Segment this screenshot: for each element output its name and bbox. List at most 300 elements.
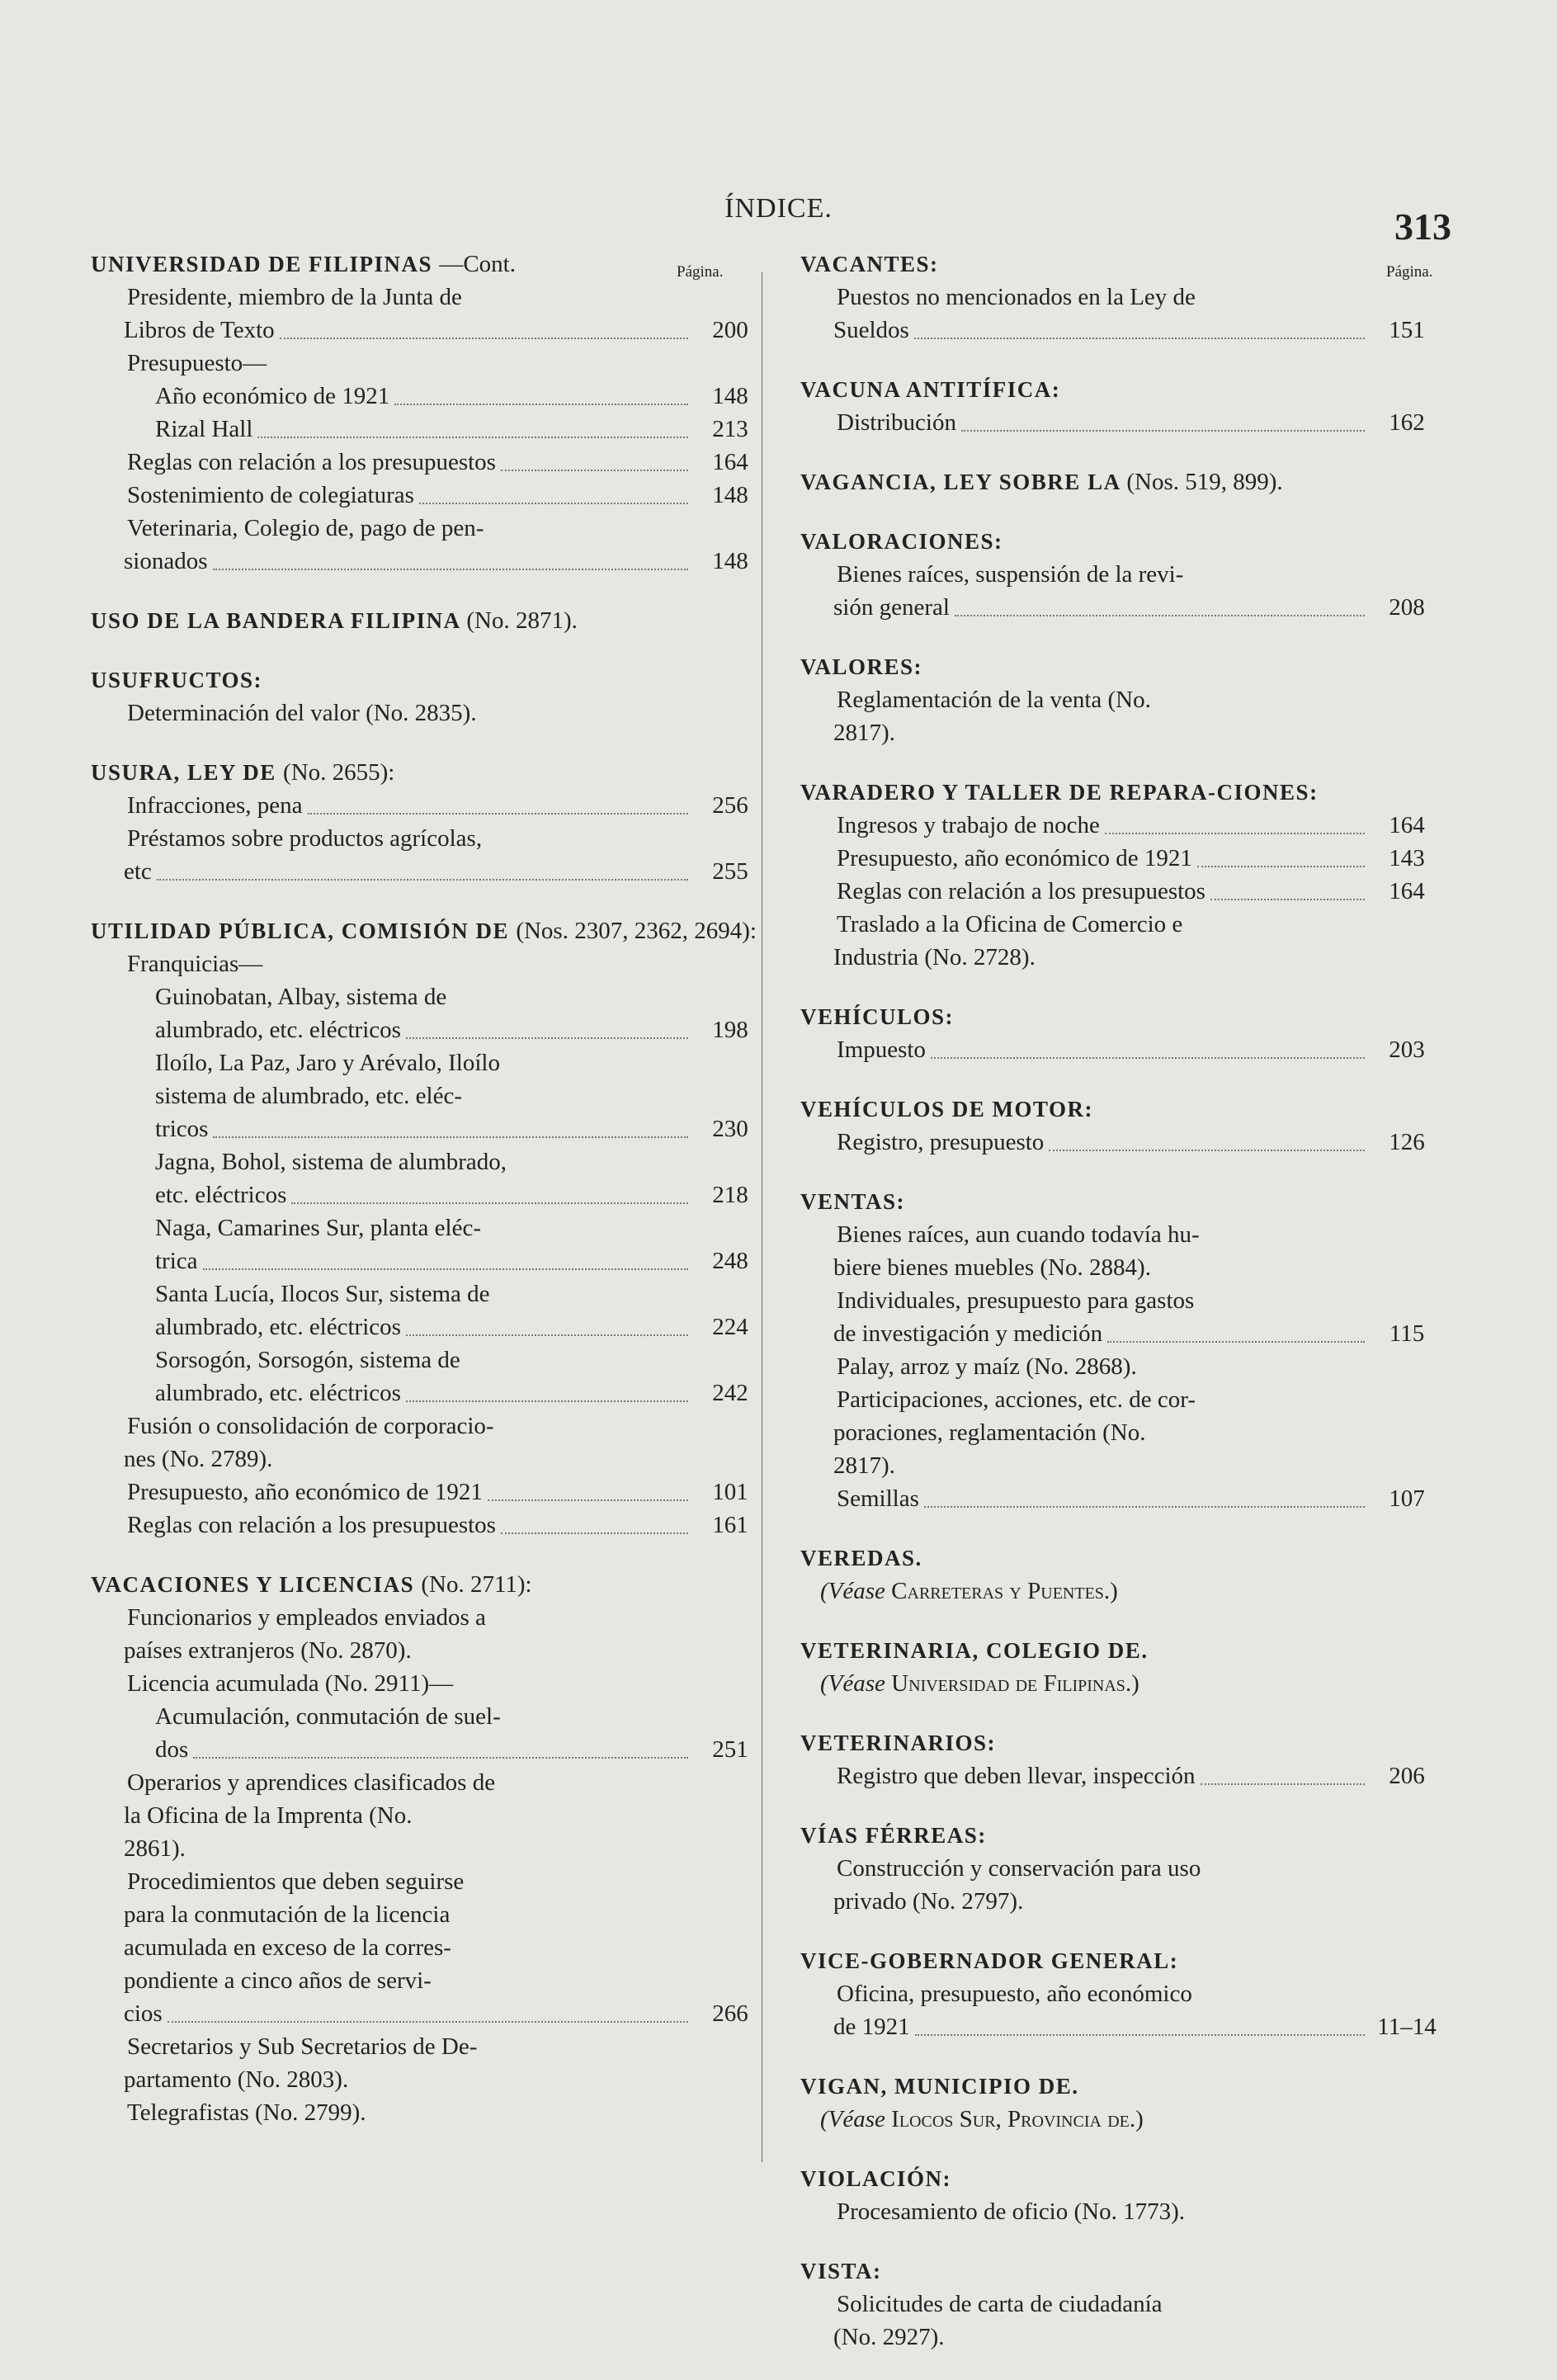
see-reference	[800, 1667, 1444, 1700]
line-text: Sorsogón, Sorsogón, sistema de	[155, 1347, 460, 1373]
entry-heading-text: UNIVERSIDAD DE FILIPINAS	[91, 252, 433, 276]
page-ref: 218	[712, 1182, 748, 1208]
page-ref: 213	[712, 416, 748, 442]
line-text: privado (No. 2797).	[833, 1888, 1024, 1915]
page-ref: 143	[1389, 845, 1425, 871]
index-line-continued	[800, 1416, 1444, 1449]
entry-heading-text: VAGANCIA, LEY SOBRE LA	[800, 470, 1121, 494]
index-line	[91, 1343, 767, 1377]
see-reference	[800, 1575, 1444, 1608]
index-line	[91, 2096, 767, 2129]
line-text: Año económico de 1921	[155, 383, 390, 409]
index-line-continued	[91, 1832, 767, 1865]
entry-heading-text: VETERINARIOS:	[800, 1731, 997, 1755]
index-line-continued	[91, 1898, 767, 1931]
index-line-continued	[91, 855, 767, 888]
line-text: Construcción y conservación para uso	[837, 1855, 1201, 1882]
line-text: Registro que deben llevar, inspección	[837, 1763, 1196, 1789]
line-text: acumulada en exceso de la corres-	[124, 1934, 451, 1961]
line-text: Franquicias—	[127, 951, 263, 977]
dot-leader	[1105, 833, 1365, 834]
line-text: Solicitudes de carta de ciudadanía	[837, 2291, 1163, 2317]
entry-heading-text: VENTAS:	[800, 1189, 906, 1214]
entry-heading-note: (Nos. 519, 899).	[1126, 469, 1283, 495]
index-line	[800, 683, 1444, 716]
dot-leader	[406, 1400, 688, 1402]
line-text: 2817).	[833, 720, 895, 746]
line-text: trica	[155, 1248, 198, 1274]
entry-heading-text: VACUNA ANTITÍFICA:	[800, 377, 1061, 402]
index-entry	[800, 650, 1444, 749]
entry-heading	[800, 1726, 1444, 1759]
entry-heading-text: USO DE LA BANDERA FILIPINA	[91, 608, 460, 633]
line-text: Infracciones, pena	[127, 792, 303, 819]
dot-leader	[1107, 1341, 1365, 1343]
index-line	[91, 2030, 767, 2063]
line-text: Santa Lucía, Ilocos Sur, sistema de	[155, 1281, 490, 1307]
line-text: Fusión o consolidación de corporacio-	[127, 1413, 494, 1439]
line-text: poraciones, reglamentación (No.	[833, 1419, 1146, 1446]
index-entry	[91, 756, 767, 888]
entry-heading	[800, 525, 1444, 558]
entry-heading	[800, 1185, 1444, 1218]
line-text: alumbrado, etc. eléctricos	[155, 1314, 401, 1340]
page-ref: 151	[1389, 317, 1425, 343]
see-reference	[800, 2103, 1444, 2136]
index-line-continued	[91, 1931, 767, 1964]
line-text: Sueldos	[833, 317, 909, 343]
index-line-continued	[800, 1885, 1444, 1918]
entry-heading	[800, 1819, 1444, 1852]
index-entry	[800, 776, 1444, 974]
entry-heading	[800, 776, 1444, 809]
line-text: para la conmutación de la licencia	[124, 1901, 451, 1928]
entry-heading-text: VEHÍCULOS:	[800, 1004, 955, 1029]
entry-heading-note: (No. 2871).	[466, 607, 578, 634]
index-line	[91, 1476, 767, 1509]
index-line-continued	[91, 1013, 767, 1046]
entry-heading	[800, 1000, 1444, 1033]
page-ref: 148	[712, 482, 748, 508]
line-text: sión general	[833, 594, 950, 621]
line-text: Reglas con relación a los presupuestos	[127, 1512, 496, 1538]
page-ref: 115	[1389, 1320, 1425, 1347]
line-text: Industria (No. 2728).	[833, 944, 1036, 970]
entry-heading-text: VIGAN, MUNICIPIO DE.	[800, 2074, 1079, 2099]
page-ref: 203	[1389, 1037, 1425, 1063]
page-title: ÍNDICE.	[724, 193, 833, 224]
dot-leader	[203, 1268, 688, 1270]
index-entry	[800, 1185, 1444, 1515]
entry-heading-text: VALORES:	[800, 654, 923, 679]
index-line	[91, 1046, 767, 1079]
index-line-continued	[91, 2063, 767, 2096]
index-column-right	[800, 248, 1444, 2380]
index-line	[91, 446, 767, 479]
line-text: Reglas con relación a los presupuestos	[837, 878, 1205, 904]
see-prefix: (Véase	[820, 1670, 885, 1697]
index-entry	[800, 1000, 1444, 1066]
see-prefix: (Véase	[820, 2106, 885, 2132]
line-text: Funcionarios y empleados enviados a	[127, 1604, 486, 1631]
dot-leader	[193, 1757, 688, 1759]
entry-heading	[800, 1093, 1444, 1126]
index-line	[91, 1145, 767, 1178]
index-line	[800, 1284, 1444, 1317]
page-ref: 206	[1389, 1763, 1425, 1789]
line-text: sionados	[124, 548, 208, 574]
page-ref: 164	[1389, 812, 1425, 838]
line-text: de 1921	[833, 2014, 910, 2040]
line-text: biere bienes muebles (No. 2884).	[833, 1254, 1151, 1281]
index-entry	[800, 465, 1444, 498]
index-line-continued	[91, 1443, 767, 1476]
dot-leader	[931, 1057, 1365, 1059]
index-line-continued	[800, 1317, 1444, 1350]
line-text: tricos	[155, 1116, 209, 1142]
index-line	[91, 479, 767, 512]
index-entry	[91, 604, 767, 637]
entry-heading	[800, 373, 1444, 406]
line-text: (No. 2927).	[833, 2324, 945, 2350]
line-text: Jagna, Bohol, sistema de alumbrado,	[155, 1149, 507, 1175]
entry-heading	[800, 1634, 1444, 1667]
line-text: Bienes raíces, suspensión de la revi-	[837, 561, 1184, 588]
entry-heading-text: UTILIDAD PÚBLICA, COMISIÓN DE	[91, 918, 510, 943]
dot-leader	[1210, 899, 1365, 900]
index-line	[91, 1601, 767, 1634]
dot-leader	[419, 503, 688, 504]
index-entry	[91, 914, 767, 1542]
index-line-continued	[91, 1634, 767, 1667]
see-target: Carreteras y Puentes.)	[891, 1578, 1118, 1604]
index-entry	[800, 1542, 1444, 1608]
line-text: Participaciones, acciones, etc. de cor-	[837, 1386, 1196, 1413]
page-ref: 164	[712, 449, 748, 475]
index-line	[91, 347, 767, 380]
line-text: dos	[155, 1736, 189, 1763]
dot-leader	[291, 1202, 688, 1204]
line-text: cios	[124, 2000, 163, 2027]
page-ref: 242	[712, 1380, 748, 1406]
page-ref: 164	[1389, 878, 1425, 904]
index-line	[800, 875, 1444, 908]
index-entry	[800, 373, 1444, 439]
entry-heading	[91, 1568, 767, 1601]
line-text: sistema de alumbrado, etc. eléc-	[155, 1083, 463, 1109]
see-target: Universidad de Filipinas.)	[891, 1670, 1139, 1697]
line-text: Secretarios y Sub Secretarios de De-	[127, 2033, 478, 2060]
entry-heading-note: —Cont.	[439, 251, 516, 277]
dot-leader	[488, 1499, 688, 1501]
page-ref: 255	[712, 858, 748, 885]
entry-heading	[800, 2070, 1444, 2103]
line-text: Bienes raíces, aun cuando todavía hu-	[837, 1221, 1200, 1248]
index-line-continued	[91, 1997, 767, 2030]
line-text: Traslado a la Oficina de Comercio e	[837, 911, 1183, 937]
index-line	[800, 842, 1444, 875]
entry-heading-text: VARADERO Y TALLER DE REPARA-CIONES:	[800, 780, 1319, 805]
page-ref: 224	[712, 1314, 748, 1340]
line-text: Procedimientos que deben seguirse	[127, 1868, 465, 1895]
line-text: alumbrado, etc. eléctricos	[155, 1017, 401, 1043]
entry-heading	[800, 2255, 1444, 2288]
index-line-continued	[91, 1310, 767, 1343]
line-text: Naga, Camarines Sur, planta eléc-	[155, 1215, 482, 1241]
index-line-continued	[91, 1244, 767, 1277]
index-line	[800, 558, 1444, 591]
entry-heading-text: VÍAS FÉRREAS:	[800, 1823, 987, 1848]
index-line-continued	[91, 1964, 767, 1997]
line-text: Rizal Hall	[155, 416, 253, 442]
line-text: Presupuesto, año económico de 1921	[127, 1479, 483, 1505]
entry-heading	[800, 1542, 1444, 1575]
line-text: Individuales, presupuesto para gastos	[837, 1287, 1195, 1314]
index-line-continued	[800, 314, 1444, 347]
index-line-continued	[91, 1733, 767, 1766]
entry-heading-text: VALORACIONES:	[800, 529, 1003, 554]
dot-leader	[1049, 1150, 1365, 1151]
dot-leader	[501, 470, 688, 471]
index-entry	[91, 248, 767, 578]
line-text: Sostenimiento de colegiaturas	[127, 482, 414, 508]
line-text: de investigación y medición	[833, 1320, 1103, 1347]
line-text: Ingresos y trabajo de noche	[837, 812, 1100, 838]
entry-heading-text: VIOLACIÓN:	[800, 2166, 952, 2191]
dot-leader	[1197, 866, 1365, 867]
index-line	[91, 1211, 767, 1244]
index-entry	[91, 1568, 767, 2129]
entry-heading	[91, 756, 767, 789]
index-entry	[800, 1819, 1444, 1918]
page-column-header: Página.	[677, 263, 724, 281]
index-entry	[800, 2070, 1444, 2136]
index-line	[800, 1383, 1444, 1416]
page-ref: 148	[712, 548, 748, 574]
see-prefix: (Véase	[820, 1578, 885, 1604]
index-line	[91, 822, 767, 855]
index-entry	[800, 248, 1444, 347]
line-text: pondiente a cinco años de servi-	[124, 1967, 432, 1994]
line-text: Oficina, presupuesto, año económico	[837, 1981, 1192, 2007]
dot-leader	[924, 1506, 1365, 1508]
line-text: Presidente, miembro de la Junta de	[127, 284, 462, 310]
index-line	[800, 1218, 1444, 1251]
entry-heading-note: (No. 2655):	[283, 759, 395, 786]
page-ref: 248	[712, 1248, 748, 1274]
line-text: países extranjeros (No. 2870).	[124, 1637, 412, 1664]
line-text: Acumulación, conmutación de suel-	[155, 1703, 501, 1730]
page-column-header: Página.	[1386, 263, 1433, 281]
index-line-continued	[800, 591, 1444, 624]
index-line	[800, 809, 1444, 842]
entry-heading-text: VEREDAS.	[800, 1546, 922, 1570]
index-line	[91, 1410, 767, 1443]
dot-leader	[406, 1334, 688, 1336]
line-text: Guinobatan, Albay, sistema de	[155, 984, 447, 1010]
entry-heading-text: USURA, LEY DE	[91, 760, 276, 785]
index-entry	[800, 1944, 1444, 2043]
entry-heading-text: VICE-GOBERNADOR GENERAL:	[800, 1948, 1179, 1973]
entry-heading	[800, 248, 1444, 281]
line-text: Reglamentación de la venta (No.	[837, 687, 1151, 713]
line-text: etc	[124, 858, 152, 885]
dot-leader	[955, 615, 1365, 616]
index-line-continued	[91, 1799, 767, 1832]
entry-heading-text: VACANTES:	[800, 252, 939, 276]
page-ref: 256	[712, 792, 748, 819]
index-line	[91, 1509, 767, 1542]
dot-leader	[394, 404, 688, 405]
index-line-continued	[91, 1178, 767, 1211]
entry-heading-text: VACACIONES Y LICENCIAS	[91, 1572, 415, 1597]
index-line	[800, 1977, 1444, 2010]
index-line	[800, 908, 1444, 941]
page-ref: 11–14	[1377, 2014, 1437, 2040]
dot-leader	[1201, 1783, 1365, 1785]
line-text: Iloílo, La Paz, Jaro y Arévalo, Iloílo	[155, 1050, 500, 1076]
line-text: Licencia acumulada (No. 2911)—	[127, 1670, 454, 1697]
page-ref: 107	[1389, 1485, 1425, 1512]
index-line	[800, 281, 1444, 314]
index-entry	[800, 1634, 1444, 1700]
page-ref: 162	[1389, 409, 1425, 436]
page-ref: 126	[1389, 1129, 1425, 1155]
entry-heading-note: (Nos. 2307, 2362, 2694):	[516, 918, 757, 944]
line-text: Procesamiento de oficio (No. 1773).	[837, 2198, 1186, 2225]
line-text: Palay, arroz y maíz (No. 2868).	[837, 1353, 1137, 1380]
line-text: 2861).	[124, 1835, 186, 1862]
line-text: partamento (No. 2803).	[124, 2066, 349, 2093]
page-ref: 198	[712, 1017, 748, 1043]
line-text: la Oficina de la Imprenta (No.	[124, 1802, 413, 1829]
page-ref: 251	[712, 1736, 748, 1763]
page-ref: 200	[712, 317, 748, 343]
index-entry	[800, 1726, 1444, 1792]
index-line	[800, 2288, 1444, 2321]
index-line-continued	[91, 314, 767, 347]
index-line	[91, 1700, 767, 1733]
entry-heading-text: USUFRUCTOS:	[91, 668, 263, 692]
line-text: Reglas con relación a los presupuestos	[127, 449, 496, 475]
line-text: Operarios y aprendices clasificados de	[127, 1769, 496, 1796]
line-text: Determinación del valor (No. 2835).	[127, 700, 477, 726]
index-line-continued	[91, 1377, 767, 1410]
line-text: Impuesto	[837, 1037, 926, 1063]
dot-leader	[157, 879, 688, 881]
index-line	[91, 281, 767, 314]
line-text: etc. eléctricos	[155, 1182, 287, 1208]
line-text: alumbrado, etc. eléctricos	[155, 1380, 401, 1406]
dot-leader	[257, 437, 688, 438]
dot-leader	[914, 338, 1365, 339]
dot-leader	[915, 2034, 1365, 2036]
page-ref: 148	[712, 383, 748, 409]
index-line	[800, 1482, 1444, 1515]
index-line-continued	[800, 941, 1444, 974]
line-text: nes (No. 2789).	[124, 1446, 273, 1472]
page-ref: 208	[1389, 594, 1425, 621]
index-line	[91, 380, 767, 413]
dot-leader	[280, 338, 688, 339]
page-ref: 230	[712, 1116, 748, 1142]
entry-heading	[91, 663, 767, 697]
index-line	[91, 1865, 767, 1898]
index-entry	[800, 1093, 1444, 1159]
dot-leader	[961, 430, 1365, 432]
entry-heading	[800, 1944, 1444, 1977]
entry-heading-note: (No. 2711):	[421, 1571, 532, 1598]
page-ref: 101	[712, 1479, 748, 1505]
index-line	[91, 697, 767, 730]
line-text: Libros de Texto	[124, 317, 275, 343]
index-line	[91, 413, 767, 446]
index-entry	[800, 2255, 1444, 2354]
page-ref: 161	[712, 1512, 748, 1538]
index-entry	[800, 525, 1444, 624]
line-text: Puestos no mencionados en la Ley de	[837, 284, 1196, 310]
index-line-continued	[800, 1251, 1444, 1284]
entry-heading-text: VETERINARIA, COLEGIO DE.	[800, 1638, 1149, 1663]
line-text: Semillas	[837, 1485, 919, 1512]
index-line	[91, 1667, 767, 1700]
index-entry	[800, 2162, 1444, 2228]
page-ref: 266	[712, 2000, 748, 2027]
index-line-continued	[800, 716, 1444, 749]
dot-leader	[213, 569, 689, 570]
index-line	[800, 2195, 1444, 2228]
entry-heading	[800, 2162, 1444, 2195]
entry-heading	[91, 604, 767, 637]
index-line	[91, 980, 767, 1013]
index-column-left	[91, 248, 767, 2156]
index-entry	[91, 663, 767, 730]
index-line-continued	[91, 1112, 767, 1145]
line-text: Telegrafistas (No. 2799).	[127, 2099, 366, 2126]
index-line-continued	[800, 2321, 1444, 2354]
index-line	[91, 789, 767, 822]
index-line-continued	[800, 1449, 1444, 1482]
index-line	[91, 512, 767, 545]
index-line	[800, 1126, 1444, 1159]
index-line	[800, 1852, 1444, 1885]
dot-leader	[167, 2021, 688, 2023]
index-line	[91, 1277, 767, 1310]
see-target: Ilocos Sur, Provincia de.)	[891, 2106, 1144, 2132]
index-line	[91, 947, 767, 980]
index-line	[91, 1766, 767, 1799]
index-line	[800, 406, 1444, 439]
line-text: Presupuesto—	[127, 350, 267, 376]
page-number: 313	[1394, 205, 1451, 248]
index-line	[800, 1759, 1444, 1792]
dot-leader	[213, 1136, 688, 1138]
dot-leader	[501, 1532, 688, 1534]
index-line	[800, 1033, 1444, 1066]
entry-heading	[800, 465, 1444, 498]
line-text: Distribución	[837, 409, 956, 436]
line-text: 2817).	[833, 1452, 895, 1479]
index-line	[800, 1350, 1444, 1383]
dot-leader	[406, 1037, 688, 1039]
entry-heading-text: VISTA:	[800, 2259, 882, 2283]
line-text: Veterinaria, Colegio de, pago de pen-	[127, 515, 484, 541]
index-line-continued	[800, 2010, 1444, 2043]
entry-heading-text: VEHÍCULOS DE MOTOR:	[800, 1097, 1094, 1122]
line-text: Presupuesto, año económico de 1921	[837, 845, 1192, 871]
entry-heading	[800, 650, 1444, 683]
dot-leader	[308, 813, 688, 815]
